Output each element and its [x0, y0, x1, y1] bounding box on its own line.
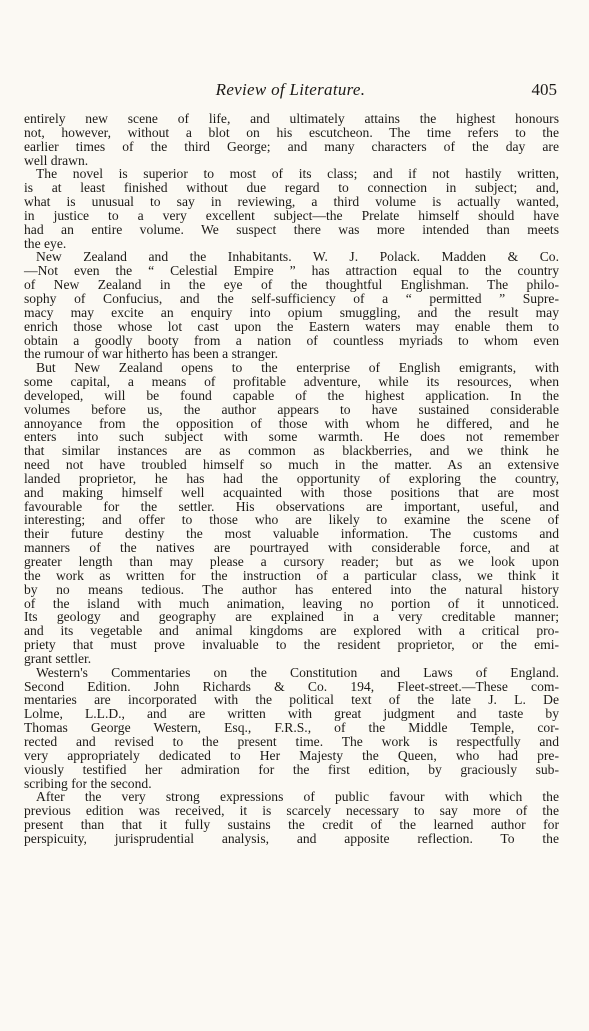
body-text: [24, 112, 559, 846]
text-line: Its geology and geography are explained in a very creditable manner;: [24, 609, 559, 625]
text-line: the eye.: [24, 235, 67, 251]
text-line: But New Zealand opens to the enterprise of English emigrants, with: [36, 360, 559, 376]
text-line: of the island with much animation, leaving no portion of it unnoticed.: [24, 595, 559, 611]
text-line: well drawn.: [24, 152, 89, 168]
text-line: Lolme, L.L.D., and are written with great judgment and taste by: [24, 706, 559, 722]
text-line: in justice to a very excellent subject—the Prelate himself should have: [24, 207, 559, 223]
text-line: The novel is superior to most of its class; and if not hastily written,: [36, 166, 559, 182]
text-line: by no means tedious. The author has entered into the natural history: [24, 581, 559, 597]
paragraph: [24, 666, 559, 791]
page-number: 405: [531, 80, 557, 99]
text-line: macy may excite an enquiry into opium smuggling, and the result may: [24, 304, 559, 320]
text-line: favourable for the settler. His observations are important, useful, and: [24, 498, 559, 514]
text-line: developed, will be found capable of the highest application. In the: [24, 387, 559, 403]
text-line: of New Zealand in the eye of the thoughtful Englishman. The philo-: [24, 277, 559, 293]
text-line: sophy of Confucius, and the self-sufficiency of a “ permitted ” Supre-: [24, 290, 559, 306]
text-line: earlier times of the third George; and many characters of the day are: [24, 138, 559, 154]
text-line: perspicuity, jurisprudential analysis, and apposite reflection. To the: [24, 830, 559, 846]
text-line: mentaries are incorporated with the political text of the late J. L. De: [24, 692, 559, 708]
paragraph: [24, 361, 559, 666]
text-line: not, however, without a blot on his escutcheon. The time refers to the: [24, 124, 559, 140]
text-line: previous edition was received, it is scarcely necessary to say more of the: [24, 803, 559, 819]
text-line: viously testified her admiration for the first edition, by graciously sub-: [24, 761, 559, 777]
text-line: present than that it fully sustains the credit of the learned author for: [24, 817, 559, 833]
text-line: Western's Commentaries on the Constitution and Laws of England.: [36, 664, 559, 680]
paragraph: [24, 790, 559, 845]
text-line: entirely new scene of life, and ultimately attains the highest honours: [24, 111, 559, 126]
text-line: landed proprietor, he has had the opportunity of exploring the country,: [24, 470, 559, 486]
text-line: very appropriately dedicated to Her Majesty the Queen, who had pre-: [24, 747, 559, 763]
paragraph: [24, 112, 559, 167]
text-line: the rumour of war hitherto has been a stranger.: [24, 346, 279, 362]
text-line: greater length than may please a cursory reader; but as we look upon: [24, 554, 559, 569]
text-line: enrich those whose lot cast upon the Eastern waters may enable them to: [24, 318, 559, 334]
text-line: and making himself well acquainted with those positions that are most: [24, 484, 559, 500]
text-line: is at least finished without due regard to connection in subject; and,: [24, 180, 559, 196]
text-line: rected and revised to the present time. The work is respectfully and: [24, 733, 559, 749]
text-line: Second Edition. John Richards & Co. 194, Fleet-street.—These com-: [24, 678, 559, 694]
text-line: what is unusual to say in reviewing, a third volume is actually wanted,: [24, 194, 559, 210]
text-line: and its vegetable and animal kingdoms are explored with a critical pro-: [24, 623, 559, 639]
text-line: priety that must prove invaluable to the resident proprietor, or the emi-: [24, 637, 559, 653]
text-line: Thomas George Western, Esq., F.R.S., of the Middle Temple, cor-: [24, 720, 559, 736]
paragraph: [24, 250, 559, 361]
text-line: enters into such subject with some warmth. He does not remember: [24, 429, 559, 445]
running-head: [24, 80, 557, 102]
text-line: volumes before us, the author appears to have sustained considerable: [24, 401, 559, 417]
text-line: After the very strong expressions of public favour with which the: [36, 789, 559, 805]
text-line: their future destiny the most valuable information. The customs and: [24, 526, 559, 542]
text-line: some capital, a means of profitable adventure, while its resources, when: [24, 374, 559, 390]
text-line: grant settler.: [24, 650, 92, 666]
text-line: that similar instances are as common as blackberries, and we think he: [24, 443, 559, 459]
text-line: obtain a goodly booty from a nation of countless myriads to whom even: [24, 332, 559, 348]
text-line: the work as written for the instruction of a particular class, we think it: [24, 567, 559, 583]
text-line: —Not even the “ Celestial Empire ” has attraction equal to the country: [24, 263, 559, 279]
text-line: manners of the natives are pourtrayed with considerable force, and at: [24, 540, 559, 556]
text-line: annoyance from the opposition of those with whom he differed, and he: [24, 415, 559, 431]
text-line: scribing for the second.: [24, 775, 152, 791]
text-line: need not have troubled himself so much in the matter. As an extensive: [24, 457, 559, 473]
text-line: interesting; and offer to those who are likely to examine the scene of: [24, 512, 559, 528]
running-head-title: Review of Literature.: [215, 80, 366, 99]
text-line: New Zealand and the Inhabitants. W. J. Polack. Madden & Co.: [36, 249, 559, 265]
text-line: had an entire volume. We suspect there was more intended than meets: [24, 221, 559, 237]
paragraph: [24, 167, 559, 250]
